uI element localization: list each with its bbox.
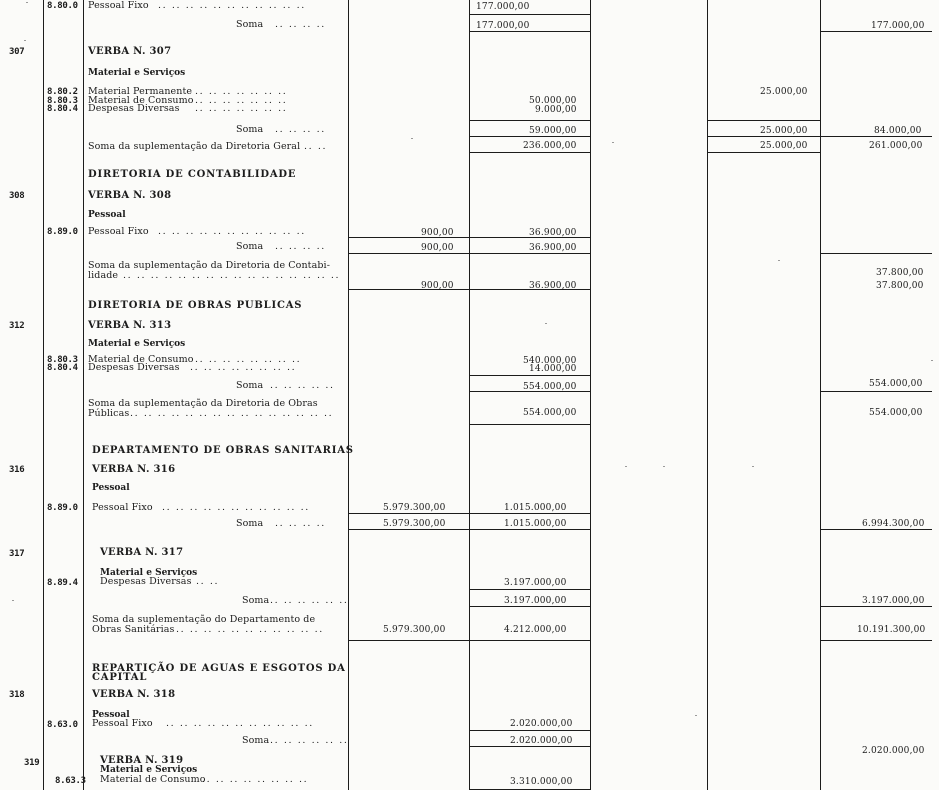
leader-dots: .. .. .. .. [275,124,326,135]
sum-rule [469,14,590,15]
group-number: 312 [9,321,25,331]
column-rule-code [83,0,84,790]
category-label: Pessoal [88,210,126,220]
soma-label: Soma [236,19,264,30]
sum-rule [469,152,590,153]
value-col2: 36.900,00 [529,228,577,238]
value-col2: 1.015.000,00 [504,519,567,529]
value-col2: 2.020.000,00 [510,719,573,729]
category-label: Material e Serviços [100,765,198,775]
subtotal-label: Soma da suplementação da Diretoria de Contabi- [88,260,330,271]
scan-speck [26,2,28,3]
leader-dots: .. .. .. .. .. .. [270,735,349,746]
section-heading: DIRETORIA DE CONTABILIDADE [88,169,297,180]
item-description: Despesas Diversas [100,576,192,587]
scan-speck [931,360,933,361]
value-col2: 236.000,00 [523,141,577,151]
soma-label: Soma [236,380,264,391]
value-col3: 25.000,00 [760,141,808,151]
soma-label: Soma [236,518,264,529]
item-description: Material de Consumo [88,95,194,106]
soma-label: Soma [236,124,264,135]
leader-dots: .. .. .. .. .. .. .. .. [202,774,309,785]
subtotal-label: Soma da suplementação do Departamento de [92,614,316,625]
item-description: Material de Consumo [100,774,206,785]
category-label: Pessoal [92,710,130,720]
leader-dots: .. .. [196,576,220,587]
value-col4: 3.197.000,00 [862,596,925,606]
value-col4: 10.191.300,00 [857,625,926,635]
sum-rule [820,31,932,32]
leader-dots: .. .. .. .. .. [270,380,335,391]
sum-rule [469,589,590,590]
scan-speck [752,466,754,467]
leader-dots: .. .. .. .. .. .. .. .. .. .. .. [158,226,306,237]
item-code: 8.80.3 [47,96,78,106]
sum-rule [820,391,932,392]
group-number: 319 [24,758,40,768]
scan-speck [24,40,26,41]
sum-rule [469,375,590,376]
leader-dots: .. .. .. .. .. .. .. [195,86,288,97]
group-number: 316 [9,465,25,475]
subtotal-label-cont: Obras Sanitárias [92,624,175,635]
verba-heading: VERBA N. 317 [100,547,184,558]
category-label: Pessoal [92,483,130,493]
group-number: 317 [9,549,25,559]
value-col1: 5.979.300,00 [383,625,446,635]
value-col2: 59.000,00 [529,126,577,136]
soma-label: Soma [242,735,270,746]
sum-rule [469,746,590,747]
value-col2: 177.000,00 [476,2,530,12]
value-col3: 25.000,00 [760,126,808,136]
value-col3: 25.000,00 [760,87,808,97]
sum-rule [820,529,932,530]
sum-rule [707,136,820,137]
scan-speck [625,466,627,467]
value-col2: 9.000,00 [535,105,577,115]
sum-rule [469,136,590,137]
value-col2: 4.212.000,00 [504,625,567,635]
leader-dots: .. .. .. .. [275,241,326,252]
column-rule-value-4 [820,0,821,790]
leader-dots: .. .. .. .. .. .. .. .. .. .. .. [158,0,306,11]
value-col1: 900,00 [421,228,454,238]
leader-dots: .. .. .. .. .. .. .. .. .. .. .. [162,502,310,513]
sum-rule [469,730,590,731]
value-col4: 37.800,00 [876,281,924,291]
group-number: 318 [9,690,25,700]
section-heading-cont: CAPITAL [92,672,148,683]
item-description: Material de Consumo [88,354,194,365]
value-col2: 554.000,00 [523,382,577,392]
scan-speck [778,260,780,261]
value-col4: 6.994.300,00 [862,519,925,529]
value-col1: 900,00 [421,281,454,291]
item-code: 8.63.3 [55,776,86,786]
value-col4: 177.000,00 [871,21,925,31]
value-col4: 84.000,00 [874,126,922,136]
column-rule-value-1 [469,0,470,790]
subtotal-label-cont: lidade [88,270,119,281]
item-code: 8.63.0 [47,720,78,730]
scan-speck [411,138,413,139]
sum-rule [820,136,932,137]
section-heading: REPARTIÇÃO DE AGUAS E ESGOTOS DA [92,663,346,674]
item-description: Material Permanente [88,86,193,97]
sum-rule [820,640,932,641]
leader-dots: .. .. .. .. [275,518,326,529]
verba-heading: VERBA N. 313 [88,320,172,331]
scan-speck [663,466,665,467]
verba-heading: VERBA N. 319 [100,755,184,766]
item-description: Pessoal Fixo [92,502,153,513]
group-number: 307 [9,47,25,57]
value-col2: 177.000,00 [476,21,530,31]
item-description: Pessoal Fixo [92,718,153,729]
value-col2: 1.015.000,00 [504,503,567,513]
value-col4: 261.000,00 [869,141,923,151]
leader-dots: .. .. .. .. [275,19,326,30]
item-description: Pessoal Fixo [88,0,149,11]
scan-speck [12,600,14,601]
column-rule-description [348,0,349,790]
verba-heading: VERBA N. 316 [92,464,176,475]
sum-rule [707,120,820,121]
leader-dots: .. .. .. .. .. .. .. .. .. .. .. .. .. .. .. .. [123,270,341,281]
leader-dots: .. .. .. .. .. .. [270,595,349,606]
item-code: 8.89.0 [47,503,78,513]
soma-label: Soma [242,595,270,606]
sum-rule [820,253,932,254]
value-col2: 14.000,00 [529,364,577,374]
sum-rule [820,606,932,607]
leader-dots: .. .. .. .. .. .. .. [195,95,288,106]
value-col4: 554.000,00 [869,379,923,389]
column-rule-group [43,0,44,790]
item-code: 8.80.4 [47,104,78,114]
value-col2: 540.000,00 [523,356,577,366]
leader-dots: .. .. .. .. .. .. .. .. .. .. .. .. .. .. .. [130,408,334,419]
sum-rule [469,120,590,121]
value-col2: 3.197.000,00 [504,596,567,606]
sum-rule [469,606,590,607]
value-col1: 5.979.300,00 [383,503,446,513]
value-col2: 36.900,00 [529,243,577,253]
value-col2: 554.000,00 [523,408,577,418]
subtotal-label: Soma da suplementação da Diretoria de Obras [88,398,318,409]
category-label: Material e Serviços [88,339,186,349]
section-heading: DEPARTAMENTO DE OBRAS SANITARIAS [92,445,354,456]
value-col1: 900,00 [421,243,454,253]
item-code: 8.89.4 [47,578,78,588]
value-col2: 50.000,00 [529,96,577,106]
value-col2: 2.020.000,00 [510,736,573,746]
subtotal-label-cont: Públicas [88,408,130,419]
soma-label: Soma [236,241,264,252]
verba-heading: VERBA N. 308 [88,190,172,201]
verba-heading: VERBA N. 318 [92,689,176,700]
value-col2: 36.900,00 [529,281,577,291]
sum-rule [469,31,590,32]
item-code: 8.80.3 [47,355,78,365]
sum-rule [348,513,590,514]
item-code: 8.80.0 [47,1,78,11]
scan-speck [612,142,614,143]
item-code: 8.89.0 [47,227,78,237]
value-col2: 3.197.000,00 [504,578,567,588]
value-col4: 2.020.000,00 [862,746,925,756]
sum-rule [469,424,590,425]
value-col2: 3.310.000,00 [510,777,573,787]
subtotal-label: Soma da suplementação da Diretoria Geral [88,141,301,152]
verba-heading: VERBA N. 307 [88,46,172,57]
leader-dots: .. .. .. .. .. .. .. [195,103,288,114]
item-description: Despesas Diversas [88,103,180,114]
category-label: Material e Serviços [100,568,198,578]
scan-speck [545,323,547,324]
sum-rule [707,152,820,153]
leader-dots: .. .. [304,141,328,152]
column-rule-value-3 [707,0,708,790]
value-col1: 5.979.300,00 [383,519,446,529]
section-heading: DIRETORIA DE OBRAS PUBLICAS [88,300,303,311]
column-rule-value-2 [590,0,591,790]
sum-rule [348,253,590,254]
leader-dots: .. .. .. .. .. .. .. .. [190,362,297,373]
leader-dots: .. .. .. .. .. .. .. .. .. .. .. [166,718,314,729]
item-code: 8.80.2 [47,87,78,97]
item-code: 8.80.4 [47,363,78,373]
value-col4: 37.800,00 [876,268,924,278]
category-label: Material e Serviços [88,68,186,78]
value-col4: 554.000,00 [869,408,923,418]
item-description: Despesas Diversas [88,362,180,373]
leader-dots: .. .. .. .. .. .. .. .. .. .. .. [176,624,324,635]
sum-rule [348,640,590,641]
scan-speck [695,715,697,716]
leader-dots: .. .. .. .. .. .. .. .. [195,354,302,365]
group-number: 308 [9,191,25,201]
sum-rule [348,529,590,530]
item-description: Pessoal Fixo [88,226,149,237]
